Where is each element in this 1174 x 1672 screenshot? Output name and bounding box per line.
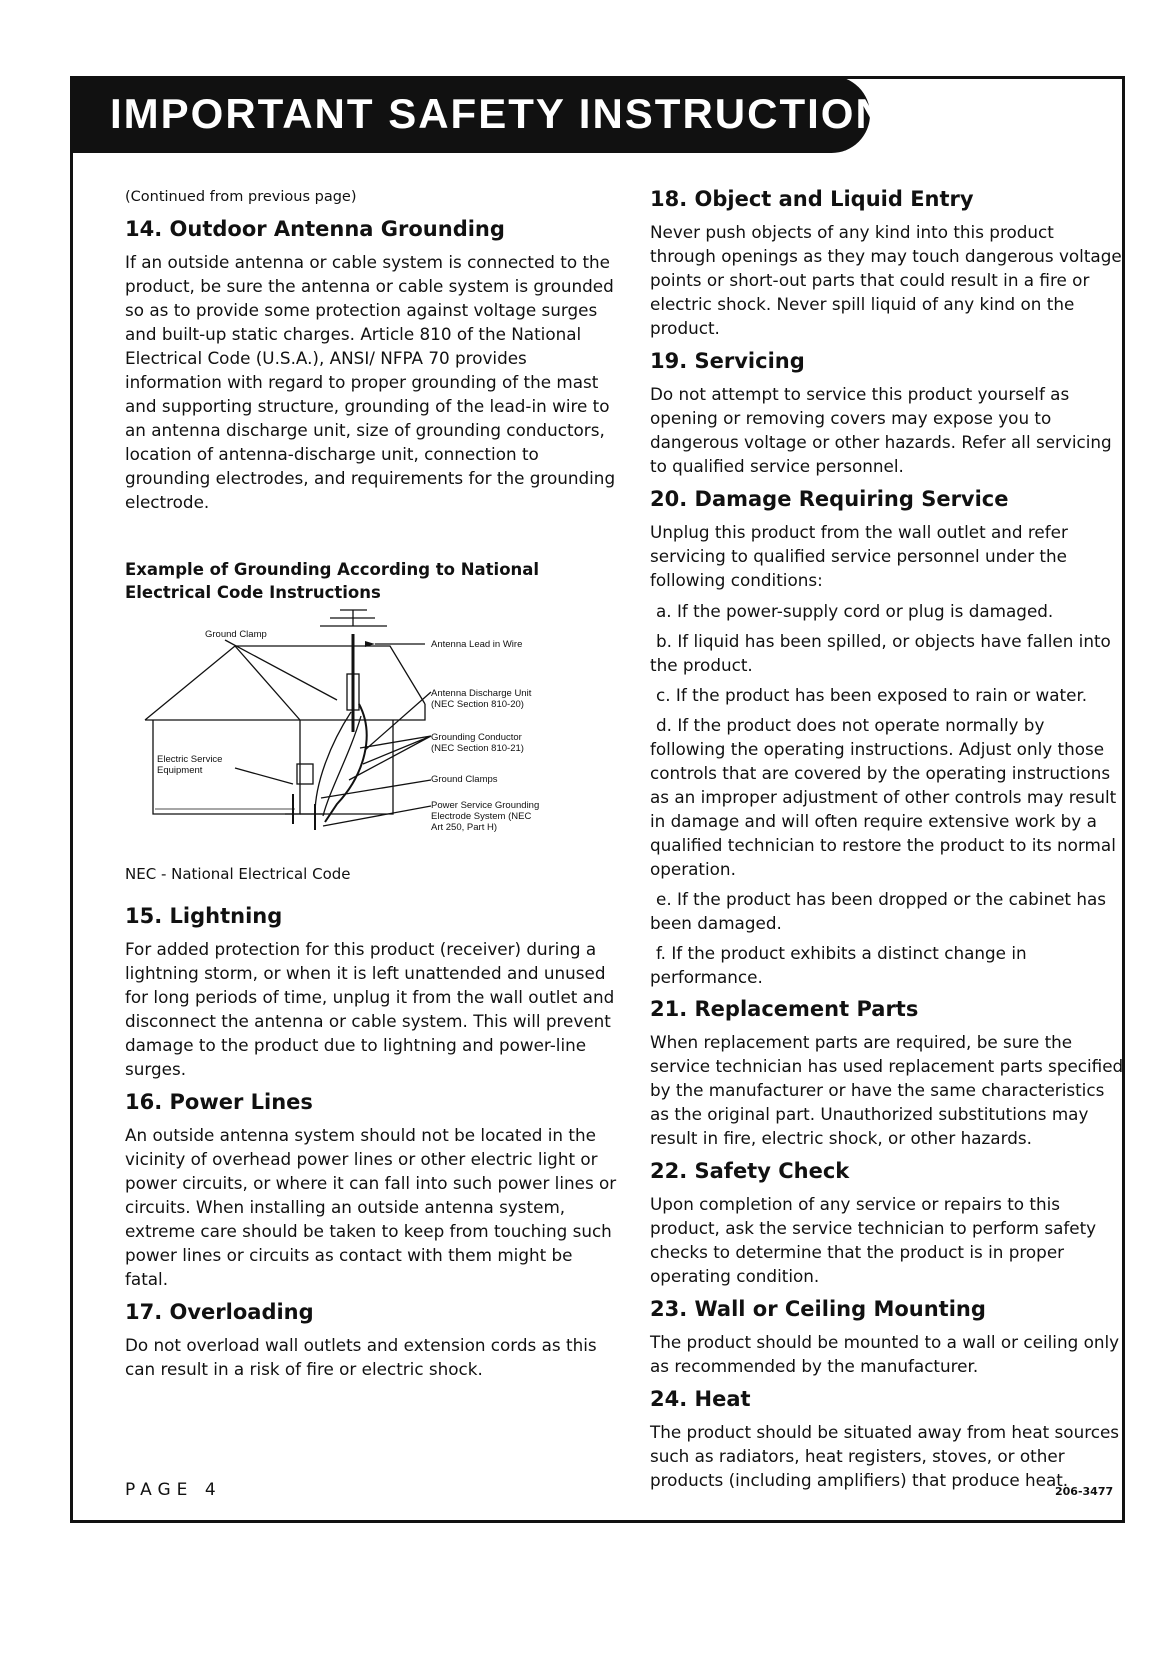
example-title: Example of Grounding According to National Electrical Code Instructions [125, 560, 540, 602]
label-antenna-lead: Antenna Lead in Wire [431, 639, 523, 650]
section-19-title: 19. Servicing [650, 349, 805, 373]
section-18-body: Never push objects of any kind into this product through openings as they may touch dangerous voltage points or short-out parts that could result in a fire or electric shock. Never spill liquid of any kind on the product. [650, 222, 1122, 338]
label-ground-clamps: Ground Clamps [431, 774, 498, 785]
section-14-body: If an outside antenna or cable system is connected to the product, be sure the antenna or cable system is grounded so as to provide some protection against voltage surges and built-up static charges. Article 810 of the National Electrical Code (U.S.A.), ANSI/ NFPA 70 provides information with regard to proper grounding of the mast and supporting structure, grounding of the lead-in wire to an antenna discharge unit, size of grounding conductors, location of antenna-discharge unit, connection to grounding electrodes, and requirements for the grounding electrode. [125, 252, 616, 512]
label-grounding-conductor: Grounding Conductor (NEC Section 810-21) [431, 732, 524, 754]
condition-b: b. If liquid has been spilled, or objects have fallen into the product. [650, 631, 1111, 675]
section-18-title: 18. Object and Liquid Entry [650, 187, 974, 211]
section-16-body: An outside antenna system should not be located in the vicinity of overhead power lines or other electric light or power circuits, or where it can fall into such power lines or circuits. When installing an outside antenna system, extreme care should be taken to keep from touching such power lines or circuits as contact with them might be fatal. [125, 1125, 617, 1289]
left-column [125, 185, 617, 1388]
continued-note: (Continued from previous page) [125, 189, 357, 205]
header-banner [70, 76, 918, 153]
nec-key: NEC - National Electrical Code [125, 865, 351, 883]
section-23-body: The product should be mounted to a wall or ceiling only as recommended by the manufacturer. [650, 1332, 1120, 1376]
condition-e: e. If the product has been dropped or the cabinet has been damaged. [650, 889, 1107, 933]
label-ground-clamp: Ground Clamp [205, 629, 267, 640]
section-22-body: Upon completion of any service or repairs to this product, ask the service technician to perform safety checks to determine that the product is in proper operating condition. [650, 1194, 1097, 1286]
section-21-title: 21. Replacement Parts [650, 997, 919, 1021]
label-electric-service: Electric Service Equipment [157, 754, 223, 776]
page-number: PAGE 4 [125, 1480, 222, 1500]
section-21-body: When replacement parts are required, be sure the service technician has used replacement parts specified by the manufacturer or have the same characteristics as the original part. Unauthorized substitutions may result in fire, electric shock, or other hazards. [650, 1032, 1124, 1148]
section-15-body: For added protection for this product (receiver) during a lightning storm, or when it is left unattended and unused for long periods of time, unplug it from the wall outlet and disconnect the antenna or cable system. This will prevent damage to the product due to lightning and power-line surges. [125, 939, 615, 1079]
section-20-title: 20. Damage Requiring Service [650, 487, 1009, 511]
condition-f: f. If the product exhibits a distinct change in performance. [650, 943, 1027, 987]
label-power-service: Power Service Grounding Electrode System (NEC Art 250, Part H) [431, 800, 540, 833]
section-17-title: 17. Overloading [125, 1300, 314, 1324]
condition-a: a. If the power-supply cord or plug is damaged. [656, 601, 1054, 621]
section-24-body: The product should be situated away from heat sources such as radiators, heat registers, stoves, or other products (including amplifiers) that produce heat. [650, 1422, 1120, 1490]
section-15-title: 15. Lightning [125, 904, 283, 928]
section-17-body: Do not overload wall outlets and extension cords as this can result in a risk of fire or electric shock. [125, 1335, 597, 1379]
document-code: 206-3477 [1055, 1485, 1114, 1498]
section-23-title: 23. Wall or Ceiling Mounting [650, 1297, 986, 1321]
grounding-diagram-drawing [125, 604, 617, 894]
section-24-title: 24. Heat [650, 1387, 751, 1411]
section-19-body: Do not attempt to service this product yourself as opening or removing covers may expose you to dangerous voltage or other hazards. Refer all servicing to qualified service personnel. [650, 384, 1112, 476]
section-14-title: 14. Outdoor Antenna Grounding [125, 217, 505, 241]
right-column [650, 185, 1125, 1499]
section-20-body: Unplug this product from the wall outlet and refer servicing to qualified service personnel under the following conditions: [650, 522, 1068, 590]
section-22-title: 22. Safety Check [650, 1159, 850, 1183]
section-16-title: 16. Power Lines [125, 1090, 313, 1114]
grounding-diagram [125, 604, 617, 894]
condition-c: c. If the product has been exposed to rain or water. [656, 685, 1088, 705]
page-title: IMPORTANT SAFETY INSTRUCTIONS [110, 90, 918, 137]
condition-d: d. If the product does not operate normally by following the operating instructions. Adjust only those controls that are covered by the operating instructions as an improper adjustment of other controls may result in damage and will often require extensive work by a qualified technician to restore the product to its normal operation. [650, 715, 1117, 879]
label-discharge-unit: Antenna Discharge Unit (NEC Section 810-20) [431, 688, 532, 710]
